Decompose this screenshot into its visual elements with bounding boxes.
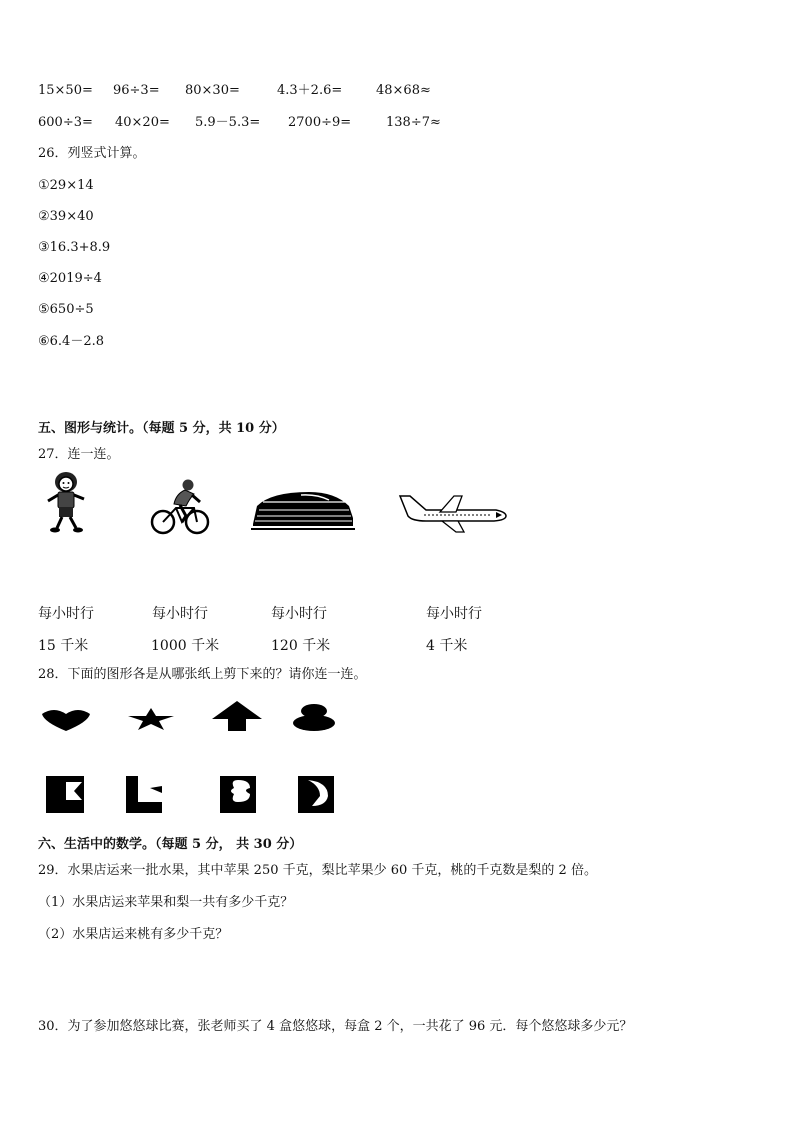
- question-28-title: 28．下面的图形各是从哪张纸上剪下来的？请你连一连。: [38, 667, 367, 682]
- speed-value: 4 千米: [426, 638, 468, 654]
- oral-calc-item: 15×50=: [38, 83, 93, 98]
- question-26-item: ②39×40: [38, 209, 94, 224]
- section-6-title: 六、生活中的数学。（每题 5 分， 共 30 分）: [38, 837, 303, 852]
- oral-calc-item: 5.9－5.3=: [195, 115, 261, 130]
- cut-paper-3-icon: [220, 776, 256, 813]
- high-speed-train-icon: [249, 488, 357, 532]
- question-26-item: ③16.3+8.9: [38, 240, 111, 255]
- oral-calc-item: 138÷7≈: [386, 115, 441, 130]
- speed-label: 每小时行: [271, 606, 327, 622]
- cut-paper-2-icon: [126, 776, 162, 813]
- oral-calc-item: 40×20=: [115, 115, 170, 130]
- question-29-stem: 29．水果店运来一批水果，其中苹果 250 千克，梨比苹果少 60 千克，桃的千克数是梨的 2 倍。: [38, 863, 597, 878]
- speed-value: 15 千米: [38, 638, 89, 654]
- oral-calc-item: 600÷3=: [38, 115, 93, 130]
- oral-calc-item: 80×30=: [185, 83, 240, 98]
- oral-calc-item: 96÷3=: [113, 83, 160, 98]
- speed-value: 1000 千米: [151, 638, 220, 654]
- question-30-stem: 30．为了参加悠悠球比赛，张老师买了 4 盒悠悠球，每盒 2 个，一共花了 96 元．每个悠悠球多少元？: [38, 1019, 633, 1034]
- question-26-item: ①29×14: [38, 178, 94, 193]
- question-26-item: ⑥6.4－2.8: [38, 334, 105, 349]
- arrow-tree-shape-icon: [210, 701, 264, 731]
- star-shape-icon: [127, 708, 175, 730]
- question-26-item: ⑤650÷5: [38, 302, 94, 317]
- question-29-sub-1: （1）水果店运来苹果和梨一共有多少千克？: [38, 895, 294, 910]
- figure-eight-shape-icon: [292, 703, 336, 731]
- oral-calc-item: 48×68≈: [376, 83, 431, 98]
- speed-label: 每小时行: [152, 606, 208, 622]
- girl-walking-icon: [44, 470, 88, 534]
- speed-label: 每小时行: [426, 606, 482, 622]
- question-26-title: 26．列竖式计算。: [38, 146, 146, 161]
- airplane-icon: [396, 494, 508, 534]
- speed-value: 120 千米: [271, 638, 331, 654]
- cyclist-icon: [150, 478, 210, 536]
- question-26-item: ④2019÷4: [38, 271, 102, 286]
- question-29-sub-2: （2）水果店运来桃有多少千克？: [38, 927, 229, 942]
- question-27-title: 27．连一连。: [38, 447, 120, 462]
- cut-paper-4-icon: [298, 776, 334, 813]
- oral-calc-item: 4.3＋2.6=: [277, 83, 343, 98]
- speed-label: 每小时行: [38, 606, 94, 622]
- heart-shape-icon: [40, 708, 92, 732]
- cut-paper-1-icon: [46, 776, 84, 813]
- oral-calc-item: 2700÷9=: [288, 115, 352, 130]
- section-5-title: 五、图形与统计。（每题 5 分，共 10 分）: [38, 421, 285, 436]
